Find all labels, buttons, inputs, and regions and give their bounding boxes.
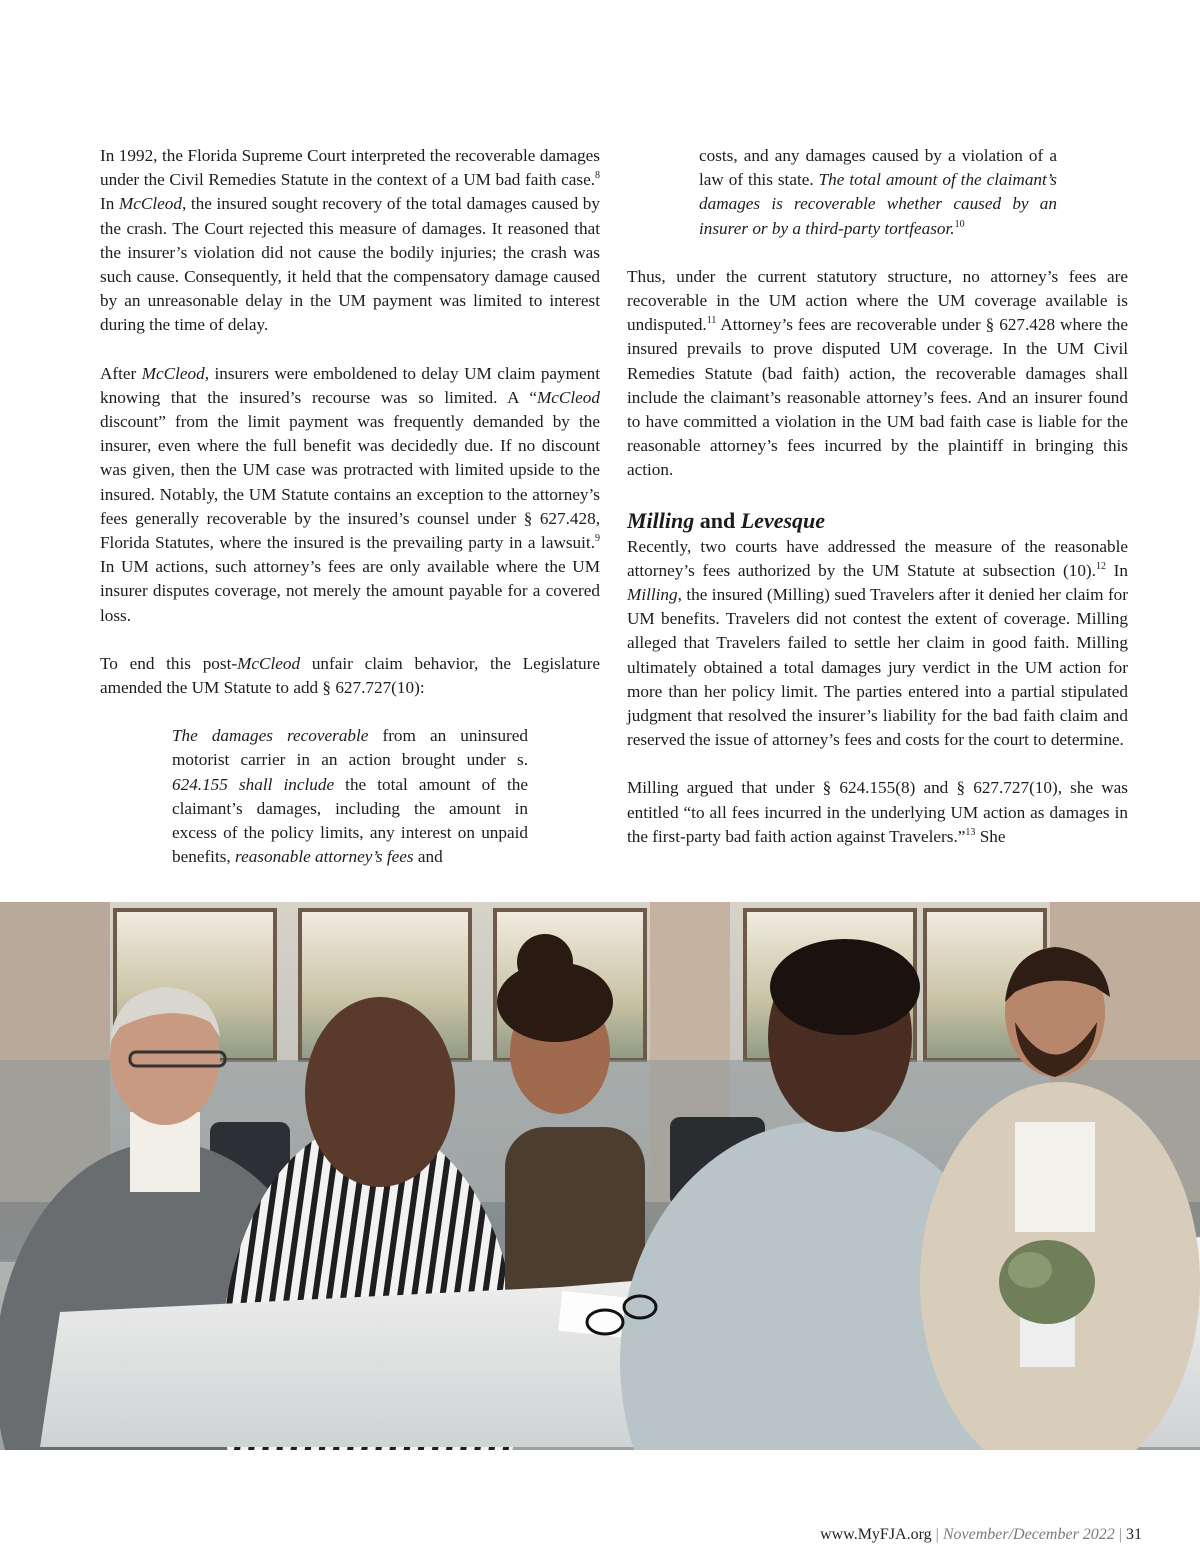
- text-run: After: [100, 363, 142, 383]
- case-name: McCleod: [237, 653, 301, 673]
- case-name: Milling: [627, 585, 678, 605]
- text-run: In: [1105, 560, 1128, 580]
- issue-date: November/December 2022: [942, 1526, 1115, 1543]
- text-run: To end this post-: [100, 653, 238, 673]
- statute-quote: [172, 724, 528, 869]
- heading-case-name: Milling: [627, 507, 695, 533]
- section-heading: [627, 507, 1128, 535]
- right-column: [627, 144, 1128, 849]
- footnote-ref[interactable]: 9: [595, 533, 600, 545]
- paragraph: [100, 144, 600, 338]
- text-run: , the insured sought recovery of the total damages caused by the crash. The Court rejected this measure of damages. It reasoned that the insurer’s violation did not cause the bodily injuries; the crash was such cause. Consequently, it held that the compensatory damage caused by an unreasonable delay in the UM payment was limited to interest during the time of delay.: [100, 194, 600, 335]
- heading-text: and: [694, 507, 741, 533]
- meeting-photo-icon: [0, 902, 1200, 1450]
- paragraph: [627, 776, 1128, 849]
- heading-case-name: Levesque: [740, 507, 826, 533]
- case-name: McCleod: [536, 387, 600, 407]
- quote-text: [172, 724, 528, 869]
- text-run: from an uninsured motorist carrier in an action brought under s.: [172, 726, 529, 770]
- paragraph: [627, 535, 1128, 753]
- text-run: Milling argued that under § 624.155(8) and § 627.727(10), she was entitled “to all fees incurred in the underlying UM action as damages in the first-party bad faith action against Travelers.”: [627, 778, 1128, 846]
- left-column: [100, 144, 600, 893]
- page-number: 31: [1126, 1526, 1142, 1543]
- separator: |: [1114, 1526, 1126, 1543]
- text-run: unfair claim behavior, the Legislature amended the UM Statute to add § 627.727(10):: [100, 653, 600, 698]
- case-name: McCleod: [118, 194, 182, 214]
- text-run: costs, and any damages caused by a violation of a law of this state.: [699, 146, 1057, 190]
- meeting-photo: [0, 902, 1200, 1450]
- text-run: and: [413, 847, 443, 867]
- emphasis: The damages recoverable: [172, 726, 369, 746]
- paragraph: [627, 265, 1128, 483]
- case-name: McCleod: [141, 363, 205, 383]
- text-run: , insurers were emboldened to delay UM claim payment knowing that the insured’s recourse was so limited. A “: [100, 363, 601, 407]
- text-run: , the insured (Milling) sued Travelers after it denied her claim for UM benefits. Travelers did not contest the extent of coverage. Milling alleged that Travelers failed to settle her claim in good faith. Milling ultimately obtained a total damages jury verdict in the UM action for more than her policy limit. The parties entered into a partial stipulated judgment that resolved the insurer’s liability for the bad faith claim and reserved the issue of attorney’s fees and costs for the court to determine.: [627, 585, 1128, 750]
- emphasis: reasonable attorney’s fees: [235, 847, 414, 867]
- emphasis: 624.155 shall include: [172, 774, 335, 794]
- page-footer: [820, 1526, 1142, 1544]
- text-run: Thus, under the current statutory structure, no attorney’s fees are recoverable in the UM action where the UM coverage available is undisputed.: [627, 266, 1128, 335]
- text-run: She: [975, 826, 1006, 846]
- separator: |: [931, 1526, 943, 1543]
- text-run: In: [100, 194, 119, 214]
- text-run: Recently, two courts have addressed the measure of the reasonable attorney’s fees authorized by the UM Statute at subsection (10).: [627, 536, 1128, 580]
- footnote-ref[interactable]: 11: [706, 315, 717, 327]
- paragraph: [100, 362, 600, 628]
- footnote-ref[interactable]: 13: [965, 826, 976, 838]
- text-run: the total amount of the claimant’s damages, including the amount in excess of the policy limits, any interest on unpaid benefits,: [172, 774, 528, 867]
- text-run: Attorney’s fees are recoverable under § 627.428 where the insured prevails to prove disputed UM coverage. In the UM Civil Remedies Statute (bad faith) action, the recoverable damages shall include the claimant’s reasonable attorney’s fees. And an insurer found to have committed a violation in the UM bad faith case is liable for the reasonable attorney’s fees incurred by the plaintiff in bringing this action.: [627, 315, 1128, 480]
- footnote-ref[interactable]: 10: [954, 218, 965, 230]
- emphasis: The total amount of the claimant’s damages is recoverable whether caused by an insurer or by a third-party tortfeasor.: [699, 170, 1057, 238]
- site-link[interactable]: www.MyFJA.org: [820, 1526, 932, 1543]
- footnote-ref[interactable]: 12: [1095, 560, 1106, 572]
- footnote-ref[interactable]: 8: [595, 170, 600, 182]
- quote-text: [699, 144, 1057, 241]
- text-run: In 1992, the Florida Supreme Court interpreted the recoverable damages under the Civil Remedies Statute in the context of a UM bad faith case.: [100, 146, 600, 190]
- text-run: In UM actions, such attorney’s fees are only available where the UM insurer disputes coverage, not merely the amount payable for a covered loss.: [100, 557, 600, 625]
- paragraph: [100, 652, 600, 700]
- statute-quote-continued: [699, 144, 1057, 241]
- text-run: discount” from the limit payment was frequently demanded by the insurer, even where the full benefit was decidedly due. If no discount was given, then the UM case was protracted with limited upside to the insured. Notably, the UM Statute contains an exception to the attorney’s fees generally recoverable by the insured’s counsel under § 627.428, Florida Statutes, where the insured is the prevailing party in a lawsuit.: [100, 412, 600, 553]
